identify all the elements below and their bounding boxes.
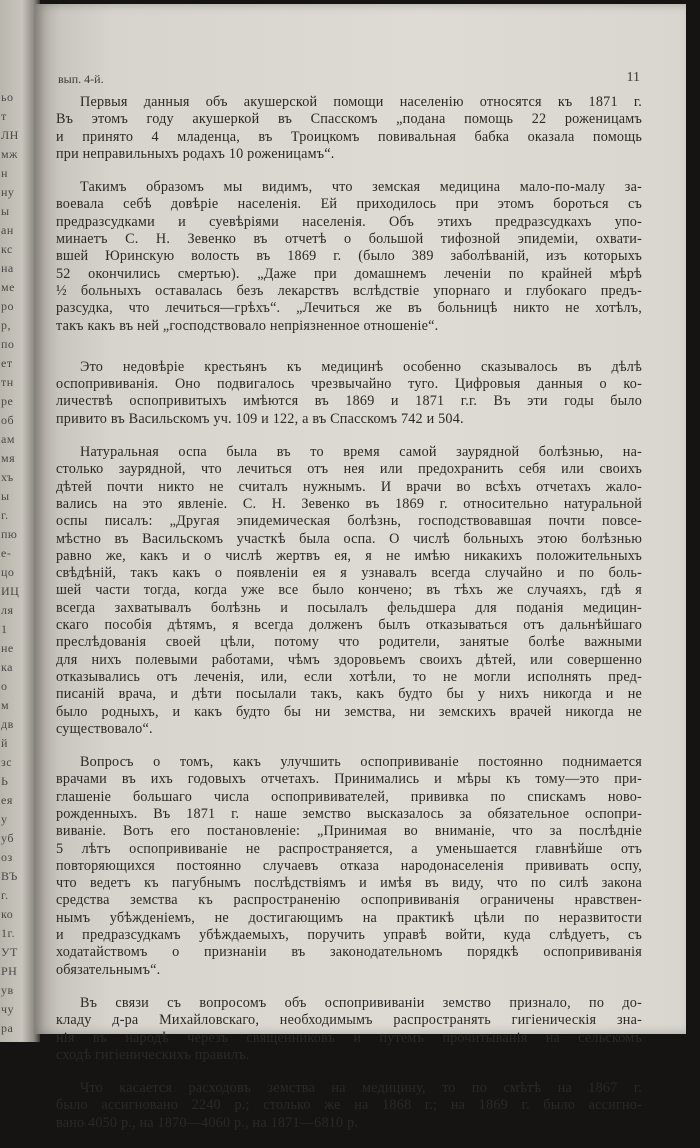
text-line: 5 лѣтъ оспопрививаніе не распространяется, а уменьшается главнѣйше отъ: [56, 840, 642, 857]
left-page-fragment: хъ: [1, 470, 14, 484]
left-page-fragment: г.: [1, 508, 9, 522]
text-line: Первыя данныя объ акушерской помощи населенію относятся къ 1871 г.: [80, 94, 642, 110]
left-page-fragment: цо: [1, 565, 15, 579]
text-line: скаго пособія дѣтямъ, я всегда долженъ былъ отказываться отъ дальнѣйшаго: [56, 617, 642, 634]
text-line: кладу д-ра Михайловскаго, необходимымъ распространять гигіеническія зна-: [56, 1012, 642, 1029]
text-line: что ведетъ къ пагубнымъ послѣдствіямъ и имѣя въ виду, что по силѣ закона: [56, 875, 642, 892]
left-page-fragment: ет: [1, 356, 13, 370]
text-line: Что касается расходовъ земства на медицину, то по смѣтѣ на 1867 г.: [80, 1080, 642, 1097]
text-line: Въ связи съ вопросомъ объ оспопрививаніи земство признало, по до-: [80, 994, 642, 1011]
text-line: дѣтей почти никто не считалъ нужнымъ. И врачи во всѣхъ отчетахъ жало-: [56, 478, 642, 495]
text-line: сходѣ гигіеническихъ правилъ.: [56, 1046, 250, 1063]
text-line: виваніе. Вотъ его постановленіе: „Принимая во вниманіе, что за послѣдніе: [56, 823, 642, 840]
text-line: существовало“.: [56, 720, 153, 737]
text-line: свѣдѣній, такъ какъ о появленіи ея я узнавалъ всегда случайно и по боль-: [56, 565, 642, 582]
text-line: вались на это явленіе. С. Н. Зевенко въ 1869 г. относительно натуральной: [56, 495, 642, 512]
paragraph: [56, 359, 642, 428]
left-page-fragment: ко: [1, 907, 14, 921]
text-line: Натуральная оспа была въ то время самой заурядной болѣзнью, на-: [80, 444, 642, 461]
left-page-fragment: ьо: [1, 90, 14, 104]
left-page-fragment: ам: [1, 432, 15, 446]
left-page-fragment: о: [1, 679, 8, 693]
left-page-fragment: зс: [1, 755, 13, 769]
text-line: Такимъ образомъ мы видимъ, что земская медицина мало-по-малу за-: [80, 179, 642, 196]
left-page-fragment: по: [1, 337, 15, 351]
text-line: средства земства къ распространенію оспопрививанія ограничены нравствен-: [56, 892, 642, 909]
text-line: и принято 4 младенца, въ Троицкомъ повивальная бабка оказала помощь: [56, 128, 642, 145]
left-page-fragment: оз: [1, 850, 13, 864]
left-page-fragment: н: [1, 166, 8, 180]
left-page-fragment: ы: [1, 489, 10, 503]
text-line: мѣстно въ Васильскомъ участкѣ была оспа. О числѣ больныхъ этою болѣзнью: [56, 530, 642, 547]
text-line: оспопрививанія. Оно подвигалось чрезвычайно туго. Цифровыя данныя о ко-: [56, 376, 642, 393]
left-page-fragment: уб: [1, 831, 14, 845]
left-page-fragment: у: [1, 812, 8, 826]
left-page-fragment: ув: [1, 983, 14, 997]
paragraph: [56, 1080, 642, 1132]
text-line: оспы писалъ: „Другая эпидемическая болѣзнь, господствовавшая почти повсе-: [56, 513, 642, 530]
paragraph: [56, 444, 642, 738]
text-line: преслѣдованія своей цѣли, потому что родители, занятые болѣе важными: [56, 634, 642, 651]
left-page-fragment: ля: [1, 603, 14, 617]
text-line: повторяющихся постоянно случаевъ отказа народонаселенія прививать оспу,: [56, 857, 642, 874]
text-line: личествѣ оспопривитыхъ имѣются въ 1869 и 1871 г.г. Въ эти годы было: [56, 393, 642, 410]
text-line: столько заурядной, что лечиться отъ нея или предохранить себя или своихъ: [56, 461, 642, 478]
left-page-fragment: на: [1, 261, 14, 275]
left-page-fragment: г.: [1, 888, 9, 902]
text-line: предразсудками и суевѣріями населенія. Объ этихъ предразсудкахъ упо-: [56, 213, 642, 230]
text-line: минаетъ С. Н. Зевенко въ отчетѣ о большой тифозной эпидеміи, охвати-: [56, 231, 642, 248]
text-line: было ассигновано 2240 р.; столько же на 1868 г.; на 1869 г. было ассигно-: [56, 1097, 642, 1114]
left-page-fragment: е-: [1, 546, 12, 560]
text-line: вано 4050 р., на 1870—4060 р., на 1871—6810 р.: [56, 1114, 359, 1131]
left-page-fragment: ВЪ: [1, 869, 18, 883]
left-page-fragment: ея: [1, 793, 13, 807]
text-line: рожденныхъ. Въ 1871 г. наше земство высказалось за обязательное оспопри-: [56, 805, 642, 822]
left-page-fragment: кс: [1, 242, 13, 256]
left-page-fragment: р,: [1, 318, 11, 332]
text-line: привито въ Васильскомъ уч. 109 и 122, а въ Спасскомъ 742 и 504.: [56, 410, 464, 427]
text-line: Вопросъ о томъ, какъ улучшить оспопрививаніе постоянно поднимается: [80, 754, 642, 771]
text-line: разсудка, что лечиться—грѣхъ“. „Лечиться же въ больницѣ никто не хотѣлъ,: [56, 300, 642, 317]
left-page-fragment: ме: [1, 280, 15, 294]
text-line: врачами въ ихъ годовыхъ отчетахъ. Принимались и мѣры къ тому—это при-: [56, 771, 642, 788]
left-page-fragment: ре: [1, 394, 14, 408]
left-page-fragment: тн: [1, 375, 14, 389]
text-line: равно же, какъ и о числѣ жертвъ ея, я не имѣю никакихъ положительныхъ: [56, 547, 642, 564]
left-page-fragment: пю: [1, 527, 18, 541]
text-line: такъ какъ въ ней „господствовало непріязненное отношеніе“.: [56, 317, 439, 334]
left-page-fragment: ну: [1, 185, 15, 199]
left-page-fragment: ро: [1, 299, 14, 313]
text-line: и предразсудкамъ убѣждаемыхъ, поручить управѣ войти, куда слѣдуетъ, съ: [56, 927, 642, 944]
left-page-fragment: 1: [1, 622, 8, 636]
left-page-fragment: чу: [1, 1002, 15, 1016]
paragraph: [56, 179, 642, 335]
book-page: [34, 4, 686, 1131]
left-page-fragment: не: [1, 641, 14, 655]
left-page-fragment: 1г.: [1, 926, 16, 940]
left-page-fragment: й: [1, 736, 8, 750]
issue-label: вып. 4-й.: [58, 72, 104, 86]
text-line: глашеніе большаго числа оспопрививателей, прививка по спискамъ ново-: [56, 788, 642, 805]
text-line: писаній врача, и дѣти посылали такъ, какъ будто бы у нихъ никогда и не: [56, 686, 642, 703]
text-line: было родныхъ, и какъ будто бы ни земства, ни земскихъ врачей никогда не: [56, 703, 642, 720]
text-line: для нихъ полевыми работами, чѣмъ здоровьемъ своихъ дѣтей, или совершенно: [56, 651, 642, 668]
text-line: при неправильныхъ родахъ 10 роженицамъ“.: [56, 145, 335, 162]
left-page-fragment: ан: [1, 223, 14, 237]
text-line: отказывались отъ леченія, или, если хотѣли, то не могли исполнять пред-: [56, 668, 642, 685]
left-page-fragment: дв: [1, 717, 14, 731]
left-page-fragment: ИЦ: [1, 584, 20, 598]
left-page-fragment: УТ: [1, 945, 18, 959]
left-page-fragment: мж: [1, 147, 18, 161]
left-page-fragment: ра: [1, 1021, 14, 1035]
page-number: 11: [626, 70, 640, 85]
page-header: [58, 70, 640, 88]
left-page-fragment: ы: [1, 204, 10, 218]
text-line: воевала себѣ довѣріе населенія. Ей приходилось при этомъ бороться съ: [56, 196, 642, 213]
left-page-fragment: ЛН: [1, 128, 19, 142]
text-line: ½ больныхъ оставалась безъ лекарствъ вслѣдствіе упорнаго и глубокаго предъ-: [56, 282, 642, 299]
left-page-fragment: ка: [1, 660, 13, 674]
text-line: вшей Юринскую волость въ 1869 г. (было 389 заболѣваній, изъ которыхъ: [56, 248, 642, 265]
text-line: Это недовѣріе крестьянъ къ медицинѣ особенно сказывалось въ дѣлѣ: [80, 358, 642, 375]
left-page-fragment: м: [1, 698, 10, 712]
text-line: нія въ народѣ черезъ священниковъ и путемъ прочитыванія на сельскомъ: [56, 1029, 642, 1046]
text-line: 52 окончились смертью). „Даже при домашнемъ леченіи по крайней мѣрѣ: [56, 265, 642, 282]
left-page-fragment: Ь: [1, 774, 9, 788]
text-line: обязательнымъ“.: [56, 961, 161, 978]
text-line: ходатайствомъ о признаніи въ законодательномъ порядкѣ оспопрививанія: [56, 944, 642, 961]
text-line: шей части тогда, когда уже все было кончено; въ тѣхъ же случаяхъ, гдѣ я: [56, 582, 642, 599]
left-page-fragment: т: [1, 109, 7, 123]
paragraph: [56, 754, 642, 979]
left-page-fragment: РН: [1, 964, 18, 978]
left-page-fragment: мя: [1, 451, 16, 465]
text-line: нымъ убѣжденіемъ, не достигающимъ на практикѣ цѣли по неразвитости: [56, 909, 642, 926]
paragraph: [56, 94, 642, 163]
left-page-fragment: об: [1, 413, 15, 427]
text-line: Въ этомъ году акушеркой въ Спасскомъ „подана помощь 22 роженицамъ: [56, 111, 642, 128]
text-line: всегда захватывалъ болѣзнь и посылалъ фельдшера для поданія медицин-: [56, 599, 642, 616]
page-body: [56, 94, 642, 1148]
paragraph: [56, 995, 642, 1064]
